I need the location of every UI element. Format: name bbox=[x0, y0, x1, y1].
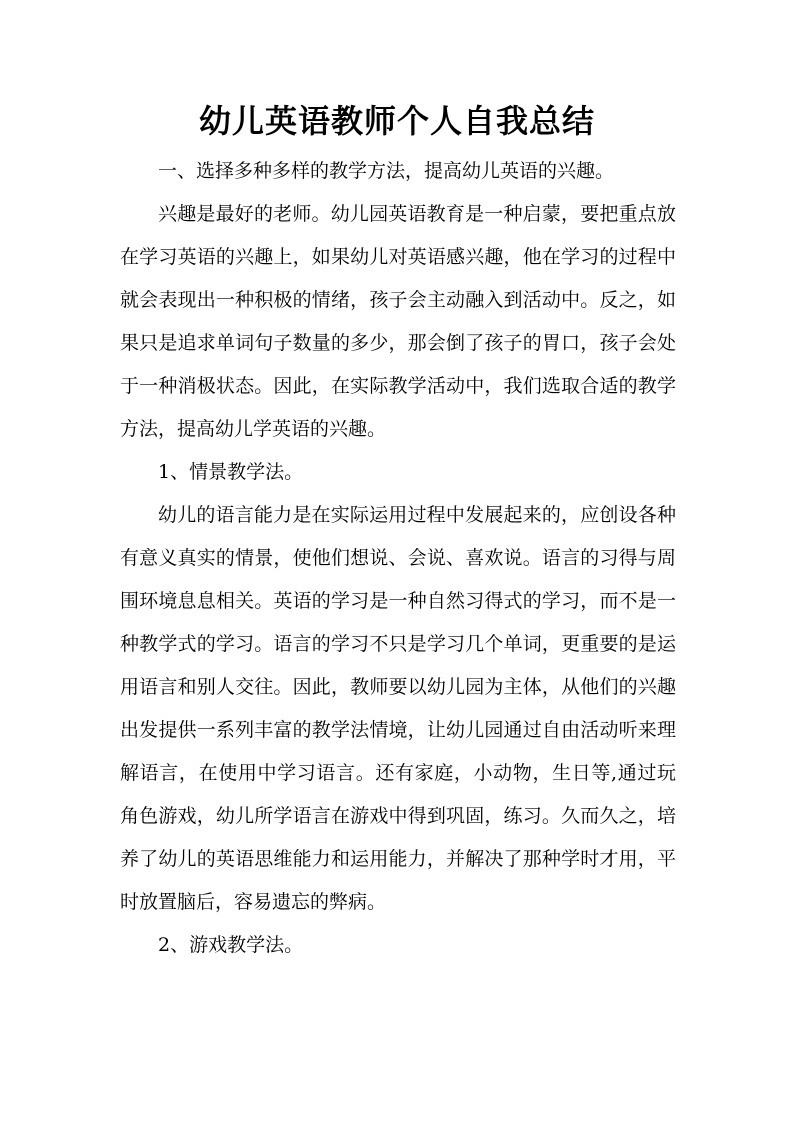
section-heading-1: 一、选择多种多样的教学方法，提高幼儿英语的兴趣。 bbox=[158, 160, 615, 182]
document-body bbox=[120, 150, 676, 967]
subheading-game-teaching: 2、游戏教学法。 bbox=[158, 934, 304, 956]
paragraph-2: 幼儿的语言能力是在实际运用过程中发展起来的，应创设各种有意义真实的情景，使他们想说、会说、喜欢说。语言的习得与周围环境息息相关。英语的学习是一种自然习得式的学习，而不是一种教学式的学习。语言的学习不只是学习几个单词，更重要的是运用语言和别人交往。因此，教师要以幼儿园为主体，从他们的兴趣出发提供一系列丰富的教学法情境，让幼儿园通过自由活动听来理解语言，在使用中学习语言。还有家庭，小动物，生日等,通过玩角色游戏，幼儿所学语言在游戏中得到巩固，练习。久而久之，培养了幼儿的英语思维能力和运用能力，并解决了那种学时才用，平时放置脑后，容易遗忘的弊病。 bbox=[120, 504, 676, 913]
subheading-situational-teaching: 1、情景教学法。 bbox=[158, 461, 304, 483]
document-title: 幼儿英语教师个人自我总结 bbox=[198, 102, 595, 140]
paragraph-1: 兴趣是最好的老师。幼儿园英语教育是一种启蒙，要把重点放在学习英语的兴趣上，如果幼儿对英语感兴趣，他在学习的过程中就会表现出一种积极的情绪，孩子会主动融入到活动中。反之，如果只是追求单词句子数量的多少，那会倒了孩子的胃口，孩子会处于一种消极状态。因此，在实际教学活动中，我们选取合适的教学方法，提高幼儿学英语的兴趣。 bbox=[120, 203, 676, 440]
